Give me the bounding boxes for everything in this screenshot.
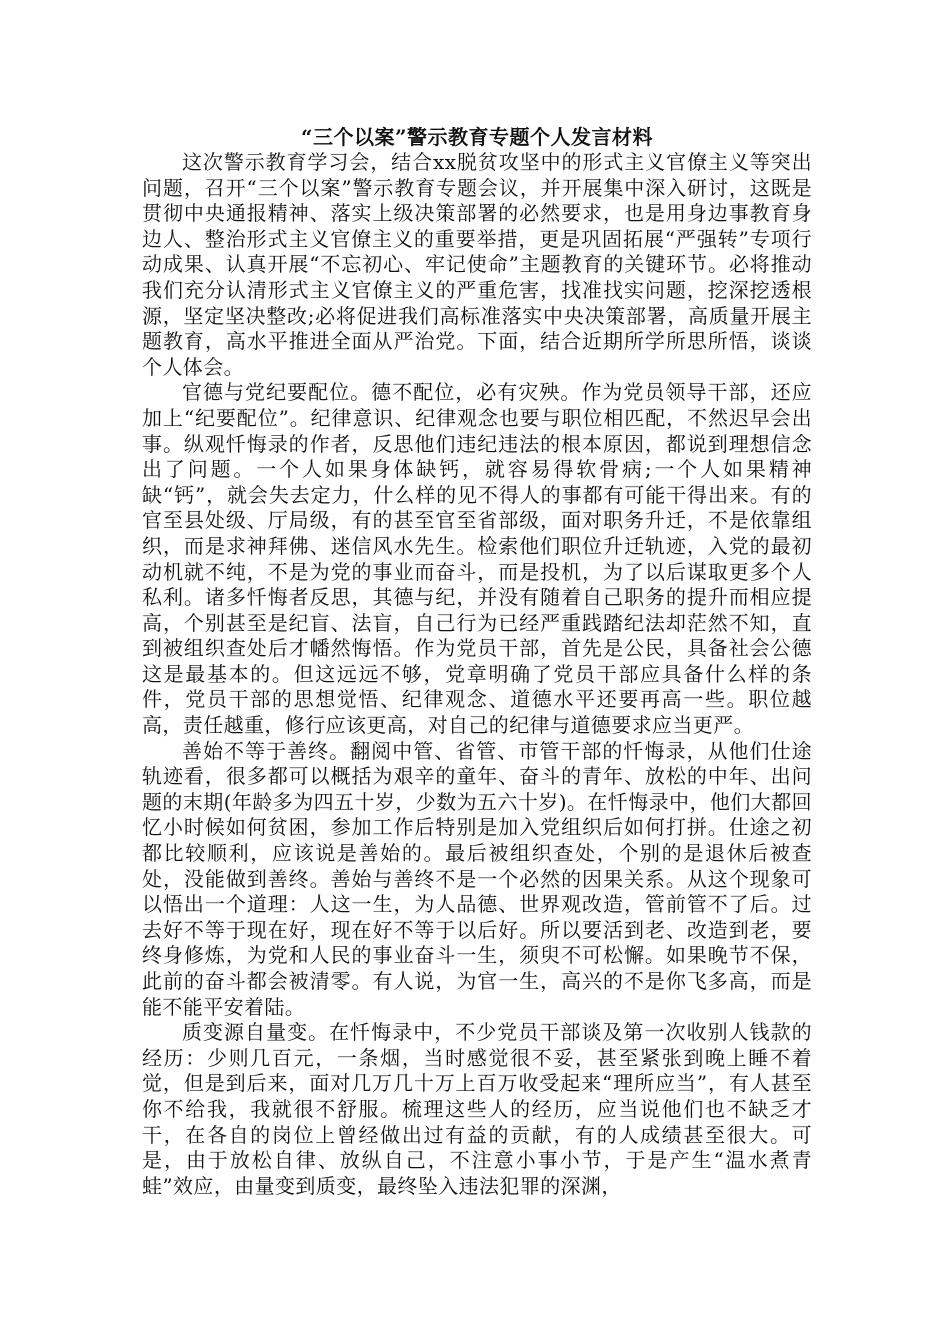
paragraph-intro: 这次警示教育学习会，结合xx脱贫攻坚中的形式主义官僚主义等突出问题，召开“三个以案”警示教育专题会议，并开展集中深入研讨，这既是贯彻中央通报精神、落实上级决策部署的必然要求，也是用身边事教育身边人、整治形式主义官僚主义的重要举措，更是巩固拓展“严强转”专项行动成果、认真开展“不忘初心、牢记使命”主题教育的关键环节。必将推动我们充分认清形式主义官僚主义的严重危害，找准找实问题，挖深挖透根源，坚定坚决整改;必将促进我们高标准落实中央决策部署，高质量开展主题教育，高水平推进全面从严治党。下面，结合近期所学所思所悟，谈谈个人体会。 [142, 150, 812, 379]
document-page [142, 124, 812, 1199]
paragraph-good-start-end: 善始不等于善终。翻阅中管、省管、市管干部的忏悔录，从他们仕途轨迹看，很多都可以概括为艰辛的童年、奋斗的青年、放松的中年、出问题的末期(年龄多为四五十岁，少数为五六十岁)。在忏悔录中，他们大都回忆小时候如何贫困，参加工作后特别是加入党组织后如何打拼。仕途之初都比较顺利，应该说是善始的。最后被组织查处，个别的是退休后被查处，没能做到善终。善始与善终不是一个必然的因果关系。从这个现象可以悟出一个道理：人这一生，为人品德、世界观改造，管前管不了后。过去好不等于现在好，现在好不等于以后好。所以要活到老、改造到老，要终身修炼，为党和人民的事业奋斗一生，须臾不可松懈。如果晚节不保，此前的奋斗都会被清零。有人说，为官一生，高兴的不是你飞多高，而是能不能平安着陆。 [142, 738, 812, 1019]
paragraph-quantity-quality: 质变源自量变。在忏悔录中，不少党员干部谈及第一次收别人钱款的经历：少则几百元，一条烟，当时感觉很不妥，甚至紧张到晚上睡不着觉，但是到后来，面对几万几十万上百万收受起来“理所应当”，有人甚至你不给我，我就很不舒服。梳理这些人的经历，应当说他们也不缺乏才干，在各自的岗位上曾经做出过有益的贡献，有的人成绩甚至很大。可是，由于放松自律、放纵自己，不注意小事小节，于是产生“温水煮青蛙”效应，由量变到质变，最终坠入违法犯罪的深渊， [142, 1020, 812, 1198]
paragraph-ethics-discipline: 官德与党纪要配位。德不配位，必有灾殃。作为党员领导干部，还应加上“纪要配位”。纪律意识、纪律观念也要与职位相匹配，不然迟早会出事。纵观忏悔录的作者，反思他们违纪违法的根本原因，都说到理想信念出了问题。一个人如果身体缺钙，就容易得软骨病;一个人如果精神缺“钙”，就会失去定力，什么样的见不得人的事都有可能干得出来。有的官至县处级、厅局级，有的甚至官至省部级，面对职务升迁，不是依靠组织，而是求神拜佛、迷信风水先生。检索他们职位升迁轨迹，入党的最初动机就不纯，不是为党的事业而奋斗，而是投机，为了以后谋取更多个人私利。诸多忏悔者反思，其德与纪，并没有随着自己职务的提升而相应提高，个别甚至是纪盲、法盲，自己行为已经严重践踏纪法却茫然不知，直到被组织查处后才幡然悔悟。作为党员干部，首先是公民，具备社会公德这是最基本的。但这远远不够，党章明确了党员干部应具备什么样的条件，党员干部的思想觉悟、纪律观念、道德水平还要再高一些。职位越高，责任越重，修行应该更高，对自己的纪律与道德要求应当更严。 [142, 380, 812, 738]
document-title: “三个以案”警示教育专题个人发言材料 [300, 125, 653, 149]
